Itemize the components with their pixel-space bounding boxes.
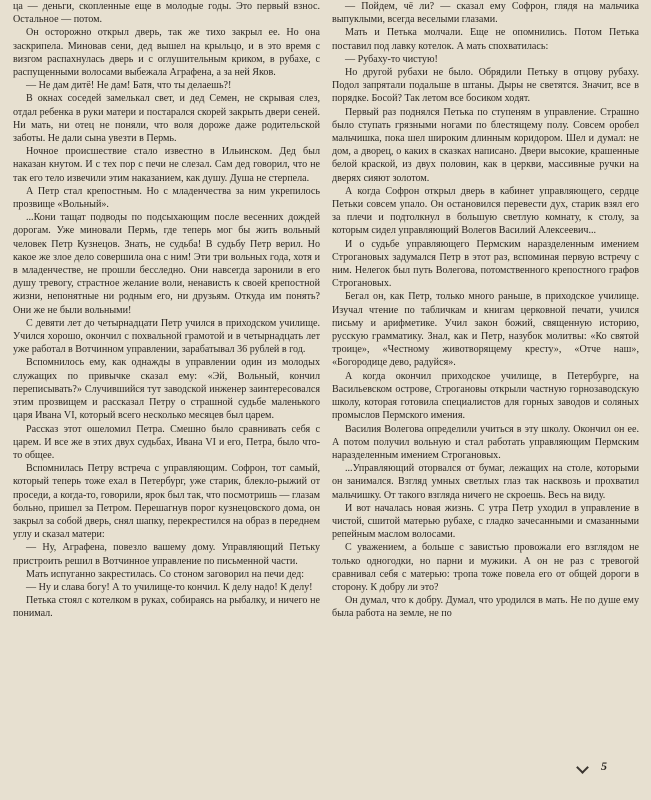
left-column-paragraph: ...Кони тащат подводы по подсыхающим после весенних дождей дорогам. Уже миновали Пермь, где теперь мог бы жить вольный человек Петр Кузнецов. Знать, не судьба! В судьбу Петр верил. Но какое же злое дело совершила она с ним! Эти три вольных года, хотя и в младенчестве, не прошли бесследно. Они навсегда заронили в его душу тревогу, страстное желание воли, ненависть к своей крепостной жизни, непонятные ни родным его, ни друзьям. Откуда им понять? Они же не были вольными! [13,212,320,316]
left-column-paragraph: Петька стоял с котелком в руках, собираясь на рыбалку, и ничего не понимал. [13,595,320,620]
right-column-paragraph: Первый раз поднялся Петька по ступеням в управление. Страшно было ступать грязными ногами по блестящему полу. Совсем оробел мальчишка, пока шел широким длинным коридором. Шел и думал: не дом, а дворец, о каких в сказках написано. Двери высокие, крашенные белой краской, из двух половин, как в церкви, массивные ручки на дверях сияют золотом. [332,106,639,184]
right-column-paragraph: Мать и Петька молчали. Еще не опомнились. Потом Петька поставил под лавку котелок. А мать спохватилась: [332,27,639,52]
right-column-paragraph: С уважением, а больше с завистью провожали его взглядом не только одногодки, но парни и мужики. А он не раз с тревогой сравнивал себя с матерью: тропа тоже повела его от общей дороги в сторону. К добру ли это? [332,542,639,593]
right-column-paragraph: И вот началась новая жизнь. С утра Петр уходил в управление в чистой, сшитой матерью рубахе, с гладко зачесанными и смазанными репейным маслом волосами. [332,502,639,541]
left-column-paragraph: ца — деньги, скопленные еще в молодые годы. Это первый взнос. Остальное — потом. [13,1,320,26]
left-column-paragraph: Вспомнилось ему, как однажды в управлении один из молодых служащих по привычке сказал ему: «Эй, Вольный, кончил переписывать?» Случившийся тут заводской инженер заинтересовался этим прозвищем и рассказал Петру о страшной судьбе маленького царя Ивана VI, который всего несколько месяцев был царем. [13,357,320,422]
left-column-paragraph: С девяти лет до четырнадцати Петр учился в приходском училище. Учился хорошо, окончил с похвальной грамотой и в четырнадцать лет уже работал в Вотчинном управлении, зарабатывал 36 рублей в год. [13,317,320,356]
right-column-paragraph: ...Управляющий оторвался от бумаг, лежащих на столе, которыми он занимался. Взгляд умных светлых глаз так насквозь и прохватил мальчишку. От такого взгляда ничего не скроешь. Весь на виду. [332,463,639,501]
right-column-paragraph: Василия Волегова определили учиться в эту школу. Окончил он ее. А потом получил вольную и стал работать управляющим Пермским наразделенным имением Строгановых. [332,423,639,461]
right-column-paragraph: Но другой рубахи не было. Обрядили Петьку в отцову рубаху. Подол запрятали подальше в штаны. Дыры не светятся. Значит, все в порядке. Босой? Так летом все босиком ходят. [332,67,639,105]
right-column-paragraph: — Рубаху-то чистую! [345,53,438,65]
left-column [13,0,320,800]
left-column-paragraph: Вспомнилась Петру встреча с управляющим. Софрон, тот самый, который теперь тоже ехал в Петербург, уже старик, блекло-рыжий от проседи, а когда-то, говорили, ярок был так, что посмотришь — глазам больно, пришел за Петром. Перешагнув порог кузнецовского дома, он закрыл за собой дверь, снял шапку, перекрестился на образ в переднем углу и сказал матери: [13,463,320,541]
left-column-paragraph: — Ну, Аграфена, повезло вашему дому. Управляющий Петьку пристроить решил в Вотчинное управление по письменной части. [13,542,320,567]
right-column-paragraph: Бегал он, как Петр, только много раньше, в приходское училище. Изучал чтение по табличкам и книгам церковной печати, учился письму и арифметике. Учил закон божий, священную историю, русскую грамматику. Знал, как и Петр, назубок молитвы: «Ко святой троице», «Честному животворящему кресту», «Отче наш», «Богородице дево, радуйся». [332,291,639,369]
left-column-paragraph: Ночное происшествие стало известно в Ильинском. Дед был наказан кнутом. И с тех пор с печи не слезал. Сам дед говорил, что не так его тело извечили этим наказанием, как душу. Душа не стерпела. [13,146,320,184]
left-column-paragraph: А Петр стал крепостным. Но с младенчества за ним укрепилось прозвище «Вольный». [13,185,320,211]
page-number: 5 [601,759,607,773]
right-column-paragraph: А когда Софрон открыл дверь в кабинет управляющего, сердце Петьки совсем упало. Он остановился перевести дух, старик взял его за плечи и подтолкнул в большую светлую комнату, к столу, за которым сидел управляющий Волегов Василий Алексеевич... [332,185,639,237]
right-column-paragraph: А когда окончил приходское училище, в Петербурге, на Васильевском острове, Строгановы открыли частную горнозаводскую школу, которая готовила специалистов для горных заводов и соляных промыслов Пермского имения. [332,370,639,422]
left-column-paragraph: Мать испуганно закрестилась. Со стоном заговорил на печи дед: [26,568,305,580]
left-column-paragraph: — Не дам дитё! Не дам! Батя, что ты делаешь?! [26,80,232,92]
right-column-paragraph: Он думал, что к добру. Думал, что уродился в мать. Не по душе ему была работа на земле, не по [332,595,639,620]
right-column [332,0,639,800]
left-column-paragraph: Рассказ этот ошеломил Петра. Смешно было сравнивать себя с царем. И все же в этих двух судьбах, Ивана VI и его, Петра, было что-то общее. [13,423,320,461]
right-column-paragraph: И о судьбе управляющего Пермским наразделенным имением Строгановых задумался Петр в этот раз, вспоминая первую встречу с ним. Нелегок был путь Волегова, потомственного крепостного графов Строгановых. [332,238,639,290]
right-column-paragraph: — Пойдем, чё ли? — сказал ему Софрон, глядя на мальчика выпуклыми, всегда веселыми глазами. [332,1,639,26]
left-column-paragraph: В окнах соседей замелькал свет, и дед Семен, не скрывая слез, отдал ребенка в руки матери и постарался скорей закрыть двери сеней. Ни мать, ни отец не поняли, что воля дороже даже родительской заботы. Не дали сына увезти в Пермь. [13,93,320,145]
left-column-paragraph: Он осторожно открыл дверь, так же тихо закрыл ее. Но она заскрипела. Миновав сени, дед вышел на крыльцо, и в это время с визгом распахнулась дверь и с оглушительным криком, в рубахе, с распущенными волосами выбежала Аграфена, а за ней Яков. [13,27,320,79]
left-column-paragraph: — Ну и слава богу! А то училище-то кончил. К делу надо! К делу! [26,581,313,593]
